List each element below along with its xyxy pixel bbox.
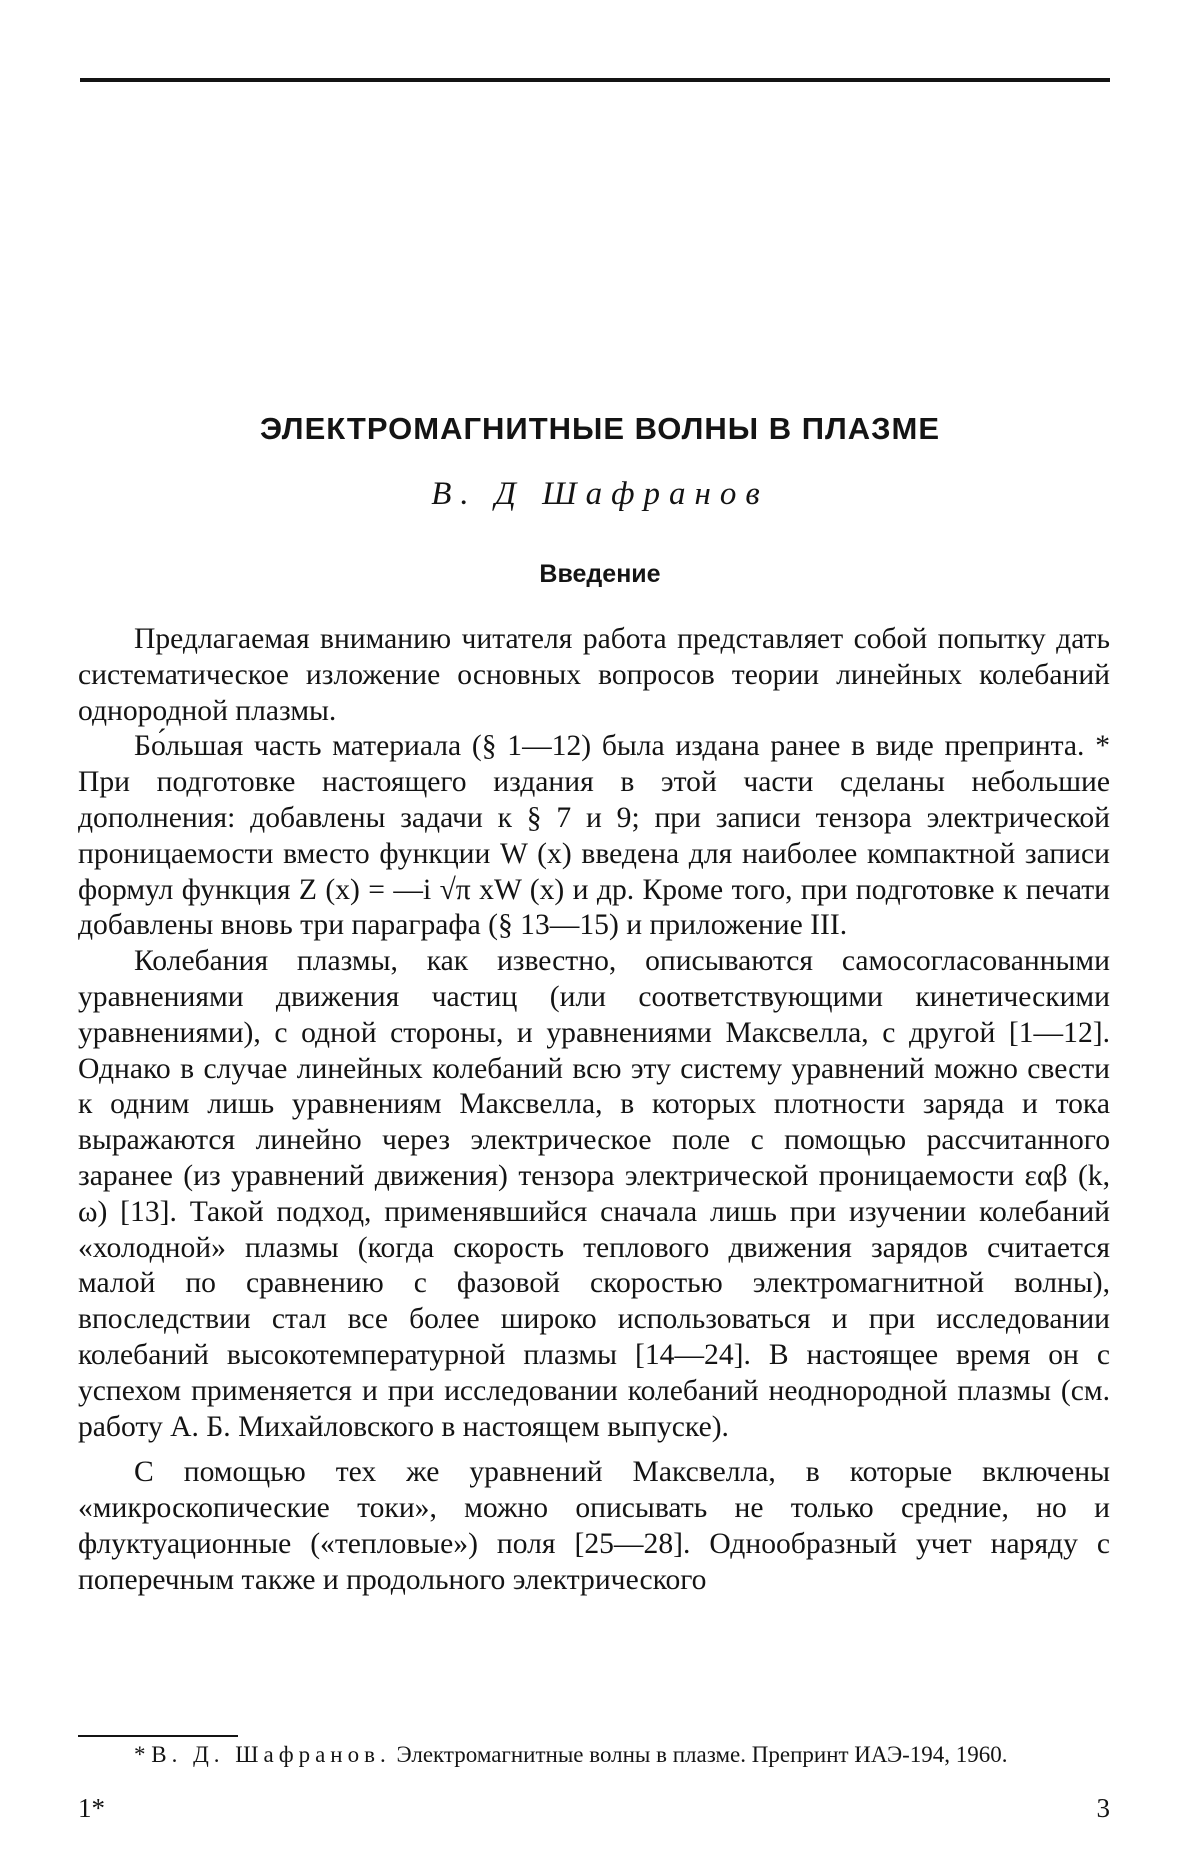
section-heading: Введение — [539, 560, 661, 588]
article-title: ЭЛЕКТРОМАГНИТНЫЕ ВОЛНЫ В ПЛАЗМЕ — [259, 411, 941, 446]
header-rule — [80, 78, 1110, 82]
paragraph: Бо́льшая часть материала (§ 1—12) была издана ранее в виде препринта. * При подготовке настоящего издания в этой части сделаны небольшие дополнения: добавлены задачи к § 7 и 9; при записи тензора электрической проницаемости вместо функции W (x) введена для наиболее компактной записи формул функция Z (x) = —i √π xW (x) и др. Кроме того, при подготовке к печати добавлены вновь три параграфа (§ 13—15) и приложение III. — [78, 730, 1110, 942]
footnote-marker: * — [134, 1742, 146, 1767]
printer-signature: 1* — [78, 1793, 105, 1823]
paragraph: Предлагаемая вниманию читателя работа представляет собой попытку дать систематическое изложение основных вопросов теории линейных колебаний однородной плазмы. — [78, 623, 1110, 727]
footnote-author: В. Д. Шафранов. — [151, 1742, 391, 1767]
article-author: В. Д Шафранов — [431, 476, 769, 512]
paragraph: С помощью тех же уравнений Максвелла, в которые включены «микроскопические токи», можно описывать не только средние, но и флуктуационные («тепловые») поля [25—28]. Однообразный учет наряду с поперечным также и продольного электрического — [78, 1456, 1110, 1596]
footnote-rule — [78, 1735, 238, 1737]
footnote-text: Электромагнитные волны в плазме. Препринт ИАЭ-194, 1960. — [396, 1742, 1008, 1767]
footnote — [78, 1741, 1110, 1769]
page-number: 3 — [1096, 1793, 1110, 1823]
paragraph: Колебания плазмы, как известно, описываются самосогласованными уравнениями движения частиц (или соответствующими кинетическими уравнениями), с одной стороны, и уравнениями Максвелла, с другой [1—12]. Однако в случае линейных колебаний всю эту систему уравнений можно свести к одним лишь уравнениям Максвелла, в которых плотности заряда и тока выражаются линейно через электрическое поле с помощью рассчитанного заранее (из уравнений движения) тензора электрической проницаемости εαβ (k, ω) [13]. Такой подход, применявшийся сначала лишь при изучении колебаний «холодной» плазмы (когда скорость теплового движения зарядов считается малой по сравнению с фазовой скоростью электромагнитной волны), впоследствии стал все более широко использоваться и при исследовании колебаний высокотемпературной плазмы [14—24]. В настоящее время он с успехом применяется и при исследовании колебаний неоднородной плазмы (см. работу А. Б. Михайловского в настоящем выпуске). — [78, 945, 1110, 1443]
article-body — [78, 622, 1110, 1599]
